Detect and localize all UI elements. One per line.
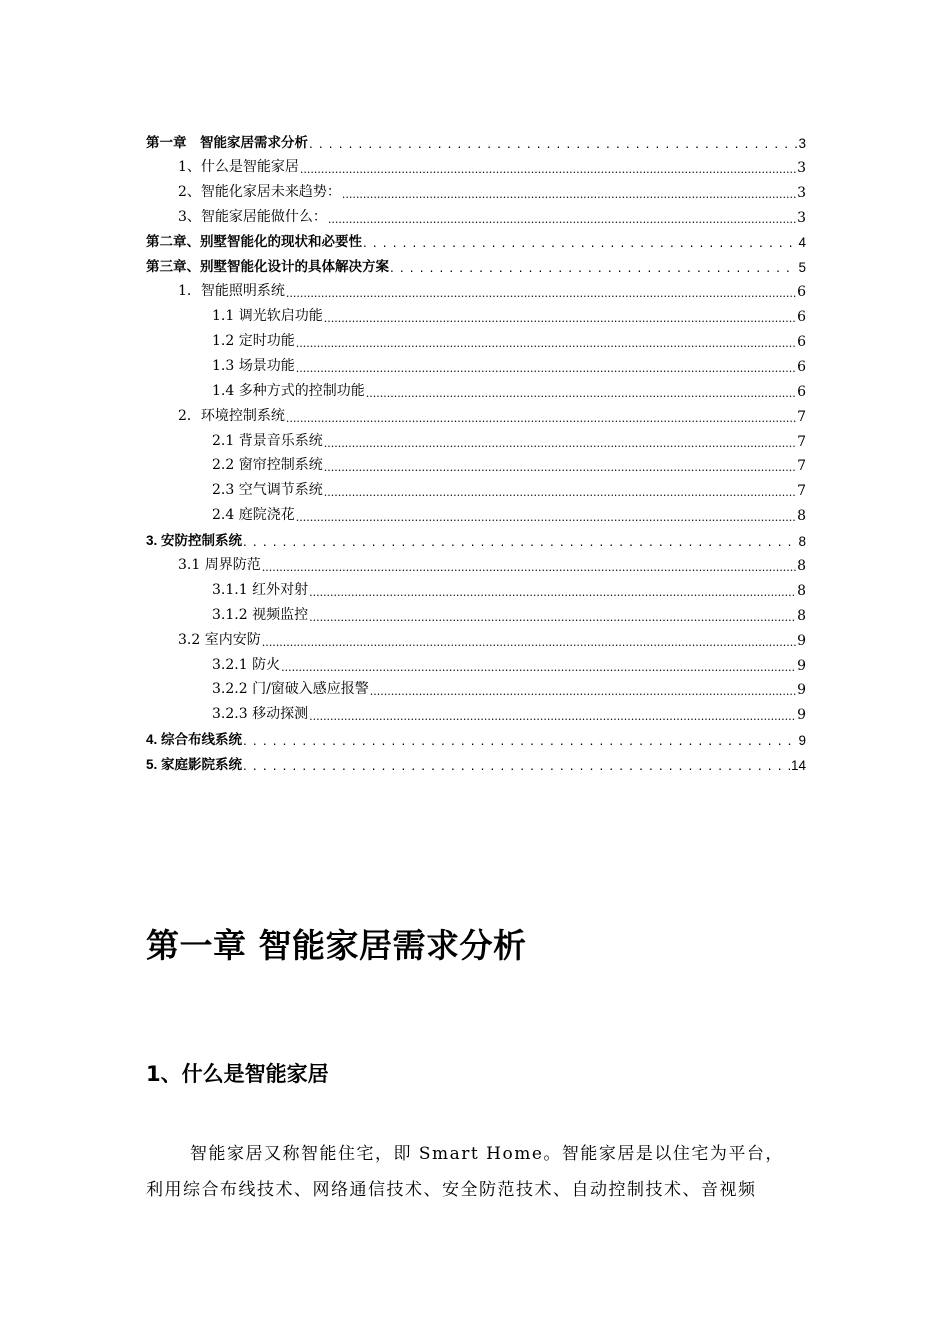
- toc-entry-page-number: 8: [797, 558, 806, 575]
- toc-dot-leader: [309, 585, 796, 599]
- toc-entry[interactable]: [146, 574, 806, 599]
- toc-dot-leader: [286, 411, 796, 425]
- toc-entry-label: 1.4 多种方式的控制功能: [212, 382, 365, 399]
- toc-dot-leader: [300, 162, 796, 176]
- toc-dot-leader: [390, 262, 797, 276]
- toc-entry[interactable]: [146, 126, 806, 151]
- toc-entry-label: 4. 综合布线系统: [146, 732, 243, 748]
- toc-entry-page-number: 8: [798, 534, 806, 550]
- toc-entry-label: 3.2 室内安防: [178, 631, 261, 648]
- toc-entry[interactable]: [146, 474, 806, 499]
- body-line: 利用综合布线技术、网络通信技术、安全防范技术、自动控制技术、音视频: [146, 1180, 757, 1200]
- toc-entry[interactable]: [146, 723, 806, 748]
- toc-entry[interactable]: [146, 201, 806, 226]
- toc-dot-leader: [324, 460, 796, 474]
- section-title: 1、什么是智能家居: [146, 1062, 329, 1086]
- toc-entry-label: 1．智能照明系统: [178, 283, 285, 300]
- toc-entry[interactable]: [146, 375, 806, 400]
- toc-entry-label: 2．环境控制系统: [178, 407, 285, 424]
- toc-entry-label: 第三章、别墅智能化设计的具体解决方案: [146, 259, 389, 275]
- toc-entry-page-number: 5: [798, 260, 806, 276]
- toc-entry[interactable]: [146, 624, 806, 649]
- toc-entry-page-number: 6: [797, 383, 806, 400]
- toc-dot-leader: [324, 311, 796, 325]
- toc-entry-page-number: 7: [797, 458, 806, 475]
- toc-dot-leader: [309, 709, 796, 723]
- toc-entry[interactable]: [146, 250, 806, 275]
- toc-entry[interactable]: [146, 698, 806, 723]
- table-of-contents: [146, 126, 806, 773]
- toc-entry-page-number: 6: [797, 334, 806, 351]
- toc-entry-page-number: 14: [790, 758, 806, 774]
- toc-entry[interactable]: [146, 300, 806, 325]
- toc-entry[interactable]: [146, 176, 806, 201]
- toc-entry-page-number: 9: [797, 682, 806, 699]
- toc-dot-leader: [309, 137, 797, 151]
- toc-entry[interactable]: [146, 275, 806, 300]
- toc-dot-leader: [309, 610, 796, 624]
- toc-entry-label: 3、智能家居能做什么：: [178, 208, 327, 225]
- toc-entry-page-number: 9: [798, 733, 806, 749]
- toc-entry-page-number: 9: [797, 657, 806, 674]
- toc-entry-page-number: 6: [797, 309, 806, 326]
- toc-dot-leader: [296, 510, 796, 524]
- body-line: 智能家居又称智能住宅，即 Smart Home。智能家居是以住宅为平台，: [190, 1144, 784, 1164]
- toc-entry-label: 1.1 调光软启功能: [212, 308, 323, 325]
- toc-entry[interactable]: [146, 524, 806, 549]
- toc-entry-page-number: 8: [797, 508, 806, 525]
- toc-dot-leader: [328, 212, 796, 226]
- toc-dot-leader: [262, 560, 796, 574]
- toc-entry[interactable]: [146, 226, 806, 251]
- toc-entry-label: 3.1 周界防范: [178, 557, 261, 574]
- toc-entry-label: 3.2.2 门/窗破入感应报警: [212, 681, 369, 698]
- toc-entry-label: 1.3 场景功能: [212, 357, 295, 374]
- toc-entry-label: 2.3 空气调节系统: [212, 482, 323, 499]
- toc-entry-page-number: 9: [797, 632, 806, 649]
- toc-entry-label: 2.1 背景音乐系统: [212, 432, 323, 449]
- toc-entry[interactable]: [146, 450, 806, 475]
- toc-entry-page-number: 7: [797, 483, 806, 500]
- toc-dot-leader: [324, 436, 796, 450]
- toc-entry[interactable]: [146, 350, 806, 375]
- toc-entry[interactable]: [146, 499, 806, 524]
- toc-dot-leader: [370, 684, 796, 698]
- toc-entry-label: 3.2.3 移动探测: [212, 706, 309, 723]
- body-paragraph: [146, 1136, 808, 1208]
- toc-entry-label: 3. 安防控制系统: [146, 533, 243, 549]
- toc-entry[interactable]: [146, 425, 806, 450]
- toc-entry-page-number: 7: [797, 408, 806, 425]
- toc-entry-label: 2、智能化家居未来趋势：: [178, 183, 341, 200]
- toc-entry-page-number: 6: [797, 358, 806, 375]
- toc-dot-leader: [281, 660, 796, 674]
- toc-dot-leader: [296, 361, 796, 375]
- toc-entry-label: 第二章、别墅智能化的现状和必要性: [146, 234, 362, 250]
- toc-entry-page-number: 3: [797, 159, 806, 176]
- toc-entry-label: 5. 家庭影院系统: [146, 757, 243, 773]
- toc-entry-label: 1.2 定时功能: [212, 333, 295, 350]
- toc-entry-page-number: 7: [797, 433, 806, 450]
- toc-dot-leader: [366, 386, 796, 400]
- toc-entry-page-number: 9: [797, 707, 806, 724]
- toc-entry[interactable]: [146, 599, 806, 624]
- toc-entry-page-number: 3: [797, 209, 806, 226]
- toc-entry-label: 3.2.1 防火: [212, 656, 281, 673]
- toc-entry[interactable]: [146, 151, 806, 176]
- toc-dot-leader: [243, 536, 797, 550]
- toc-entry-page-number: 3: [798, 135, 806, 151]
- toc-dot-leader: [342, 187, 796, 201]
- chapter-title: 第一章 智能家居需求分析: [146, 926, 527, 965]
- toc-entry-page-number: 3: [797, 184, 806, 201]
- toc-entry-label: 3.1.1 红外对射: [212, 581, 309, 598]
- toc-entry[interactable]: [146, 674, 806, 699]
- toc-dot-leader: [262, 635, 796, 649]
- toc-entry-page-number: 8: [797, 582, 806, 599]
- toc-entry[interactable]: [146, 748, 806, 773]
- toc-entry[interactable]: [146, 549, 806, 574]
- toc-dot-leader: [363, 237, 797, 251]
- toc-dot-leader: [243, 760, 790, 774]
- toc-entry[interactable]: [146, 649, 806, 674]
- toc-dot-leader: [243, 735, 797, 749]
- toc-entry[interactable]: [146, 325, 806, 350]
- toc-dot-leader: [296, 336, 796, 350]
- toc-entry-page-number: 6: [797, 284, 806, 301]
- toc-entry-label: 1、什么是智能家居: [178, 158, 299, 175]
- toc-entry-page-number: 4: [798, 235, 806, 251]
- toc-entry-page-number: 8: [797, 607, 806, 624]
- toc-dot-leader: [286, 286, 796, 300]
- toc-entry-label: 第一章 智能家居需求分析: [146, 134, 308, 150]
- toc-entry[interactable]: [146, 400, 806, 425]
- toc-entry-label: 2.2 窗帘控制系统: [212, 457, 323, 474]
- toc-dot-leader: [324, 485, 796, 499]
- toc-entry-label: 3.1.2 视频监控: [212, 606, 309, 623]
- toc-entry-label: 2.4 庭院浇花: [212, 507, 295, 524]
